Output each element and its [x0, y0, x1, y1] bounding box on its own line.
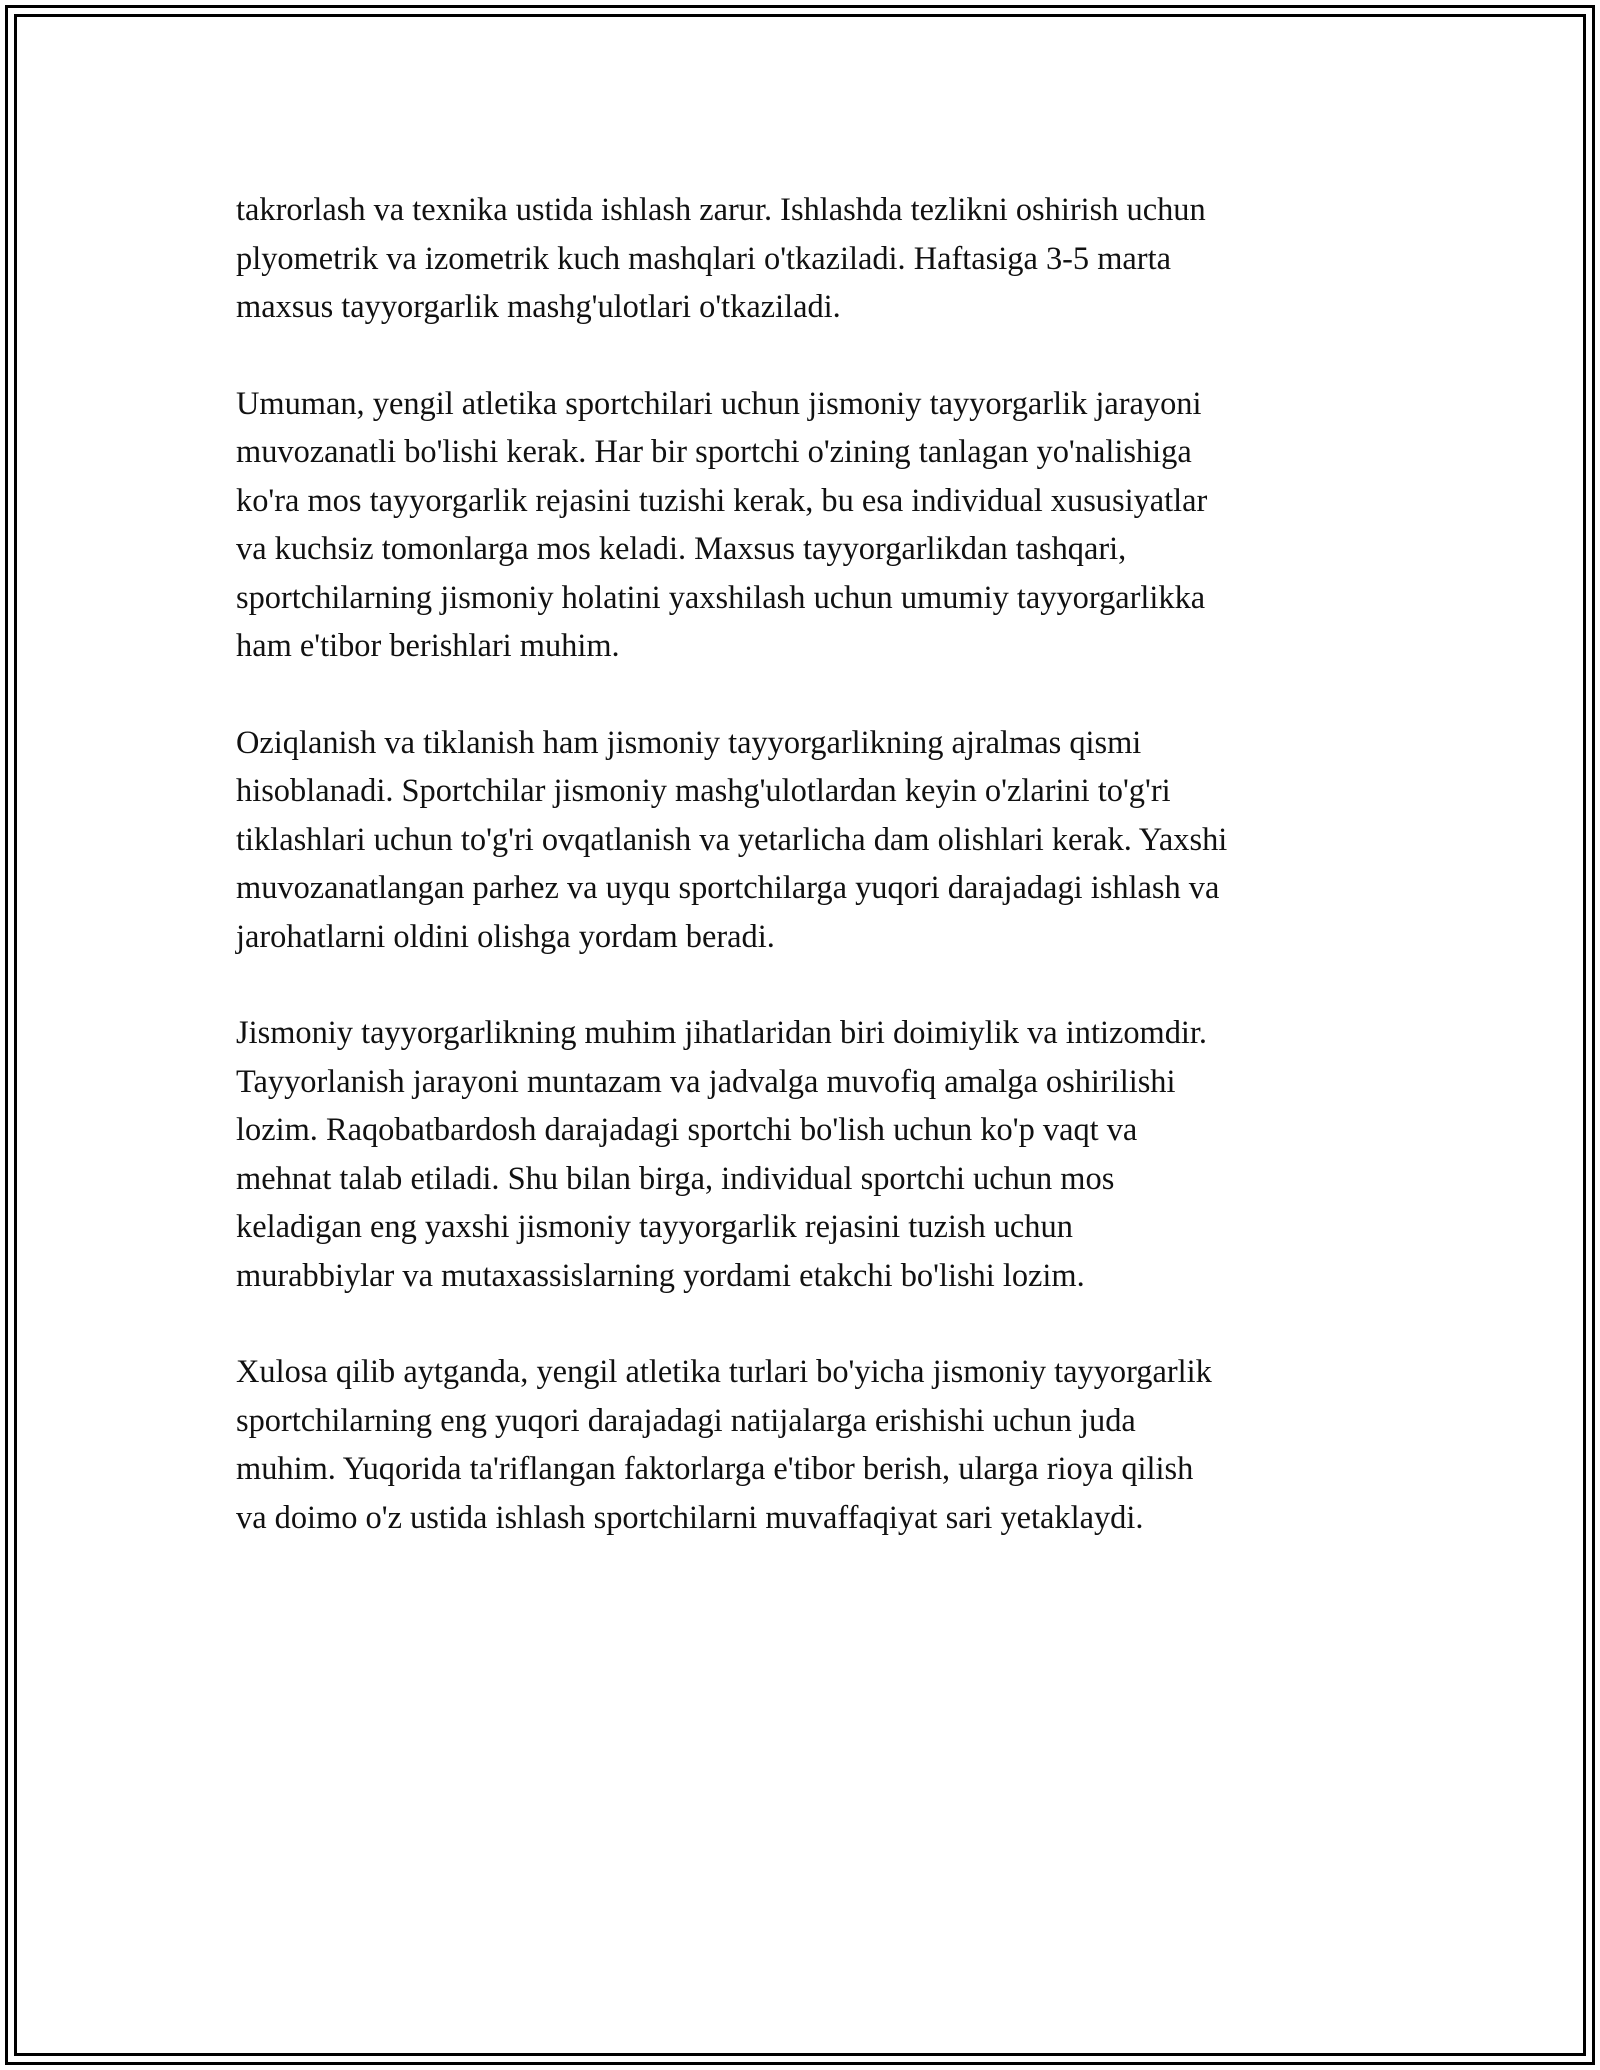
document-body — [236, 186, 1386, 1590]
text-line: Tayyorlanish jarayoni muntazam va jadvalga muvofiq amalga oshirilishi — [236, 1063, 1176, 1100]
paragraph-4 — [236, 1009, 1386, 1300]
text-line: va doimo o'z ustida ishlash sportchilarni muvaffaqiyat sari yetaklaydi. — [236, 1499, 1144, 1536]
text-line: Jismoniy tayyorgarlikning muhim jihatlaridan biri doimiylik va intizomdir. — [236, 1015, 1208, 1051]
text-line: ham e'tibor berishlari muhim. — [236, 628, 620, 664]
paragraph-1 — [236, 186, 1386, 332]
text-line: jarohatlarni oldini olishga yordam beradi. — [236, 918, 775, 955]
text-line: sportchilarning jismoniy holatini yaxshilash uchun umumiy tayyorgarlikka — [236, 579, 1206, 616]
text-line: murabbiylar va mutaxassislarning yordami etakchi bo'lishi lozim. — [236, 1257, 1085, 1294]
text-line: lozim. Raqobatbardosh darajadagi sportchi bo'lish uchun ko'p vaqt va — [236, 1112, 1138, 1148]
text-line: Umuman, yengil atletika sportchilari uchun jismoniy tayyorgarlik jarayoni — [236, 385, 1202, 422]
text-line: muhim. Yuqorida ta'riflangan faktorlarga e'tibor berish, ularga rioya qilish — [236, 1451, 1194, 1487]
paragraph-3 — [236, 719, 1386, 962]
text-line: Oziqlanish va tiklanish ham jismoniy tayyorgarlikning ajralmas qismi — [236, 724, 1142, 761]
text-line: plyometrik va izometrik kuch mashqlari o'tkaziladi. Haftasiga 3-5 marta — [236, 240, 1171, 277]
text-line: takrorlash va texnika ustida ishlash zarur. Ishlashda tezlikni oshirish uchun — [236, 192, 1206, 228]
text-line: maxsus tayyorgarlik mashg'ulotlari o'tkaziladi. — [236, 289, 841, 325]
text-line: ko'ra mos tayyorgarlik rejasini tuzishi kerak, bu esa individual xususiyatlar — [236, 482, 1208, 519]
text-line: tiklashlari uchun to'g'ri ovqatlanish va yetarlicha dam olishlari kerak. Yaxshi — [236, 821, 1228, 858]
text-line: keladigan eng yaxshi jismoniy tayyorgarlik rejasini tuzish uchun — [236, 1209, 1073, 1245]
text-line: hisoblanadi. Sportchilar jismoniy mashg'ulotlardan keyin o'zlarini to'g'ri — [236, 773, 1171, 809]
paragraph-5 — [236, 1348, 1386, 1542]
text-line: Xulosa qilib aytganda, yengil atletika turlari bo'yicha jismoniy tayyorgarlik — [236, 1354, 1212, 1390]
text-line: mehnat talab etiladi. Shu bilan birga, individual sportchi uchun mos — [236, 1160, 1115, 1197]
text-line: sportchilarning eng yuqori darajadagi natijalarga erishishi uchun juda — [236, 1402, 1136, 1439]
text-line: va kuchsiz tomonlarga mos keladi. Maxsus tayyorgarlikdan tashqari, — [236, 531, 1127, 567]
text-line: muvozanatlangan parhez va uyqu sportchilarga yuqori darajadagi ishlash va — [236, 870, 1220, 906]
paragraph-2 — [236, 380, 1386, 671]
text-line: muvozanatli bo'lishi kerak. Har bir sportchi o'zining tanlagan yo'nalishiga — [236, 434, 1192, 470]
